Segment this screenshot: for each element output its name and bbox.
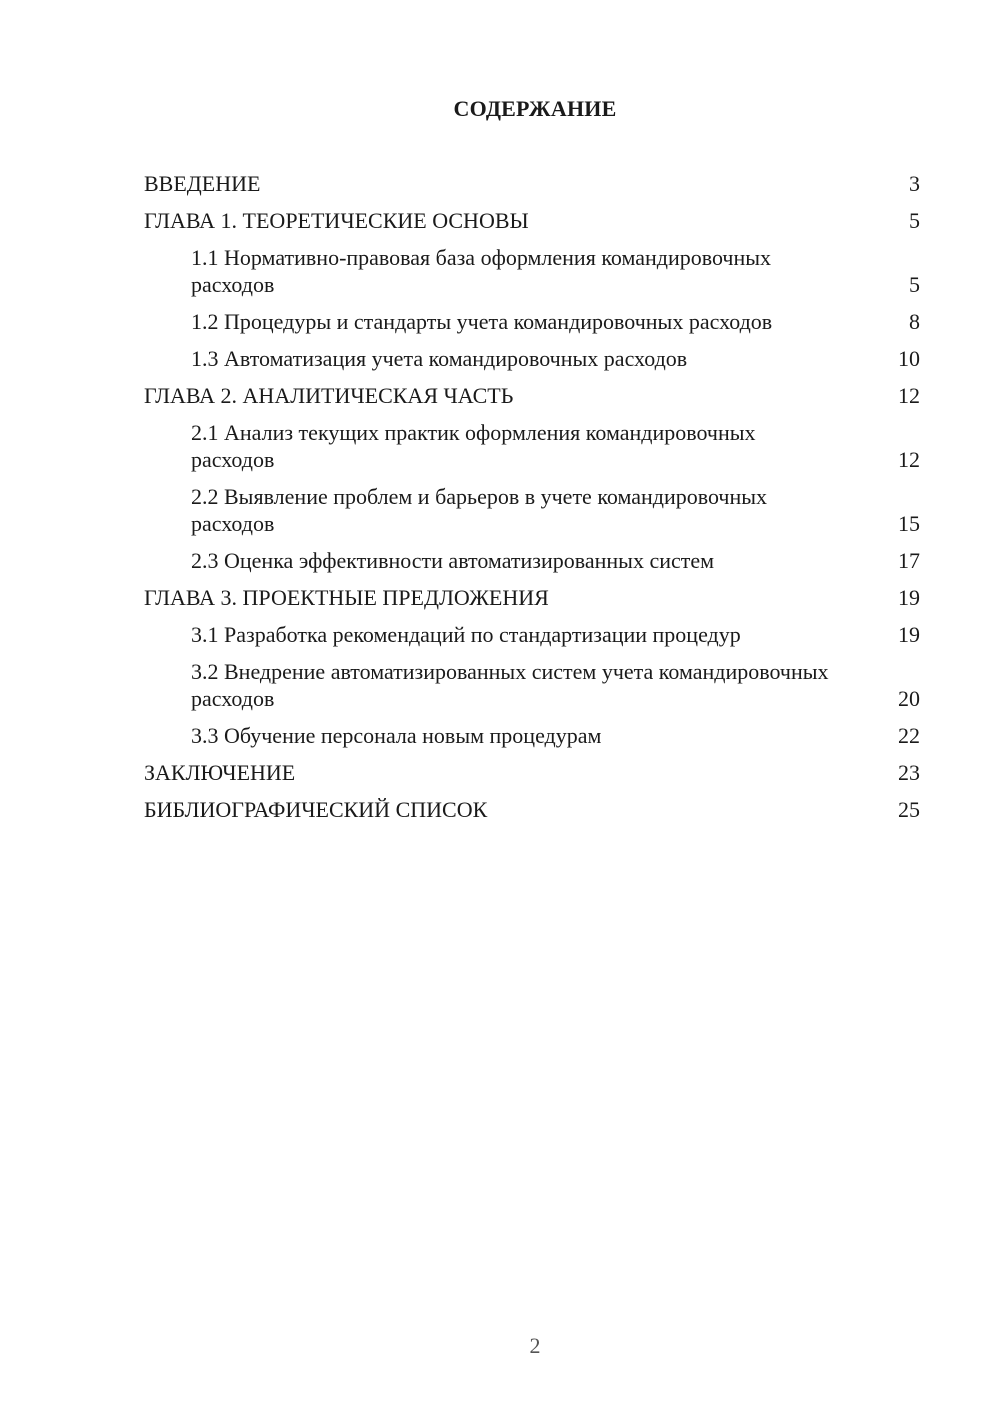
toc-entry-page: 8 — [909, 309, 920, 334]
toc-entry-chapter-2[interactable] — [144, 382, 920, 409]
table-of-contents — [144, 170, 920, 823]
toc-entry-page: 17 — [898, 548, 920, 573]
toc-entry-page: 19 — [898, 622, 920, 647]
page-title: СОДЕРЖАНИЕ — [453, 96, 617, 121]
toc-entry-page: 5 — [909, 208, 920, 233]
toc-entry-page: 12 — [898, 447, 920, 472]
toc-entry-page: 12 — [898, 383, 920, 408]
toc-entry-page: 3 — [909, 171, 920, 196]
toc-entry-title: 2.2 Выявление проблем и барьеров в учете командировочных расходов — [191, 484, 768, 536]
toc-entry-chapter-1[interactable] — [144, 207, 920, 234]
toc-entry-section-2-2[interactable] — [144, 483, 920, 537]
toc-entry-page: 10 — [898, 346, 920, 371]
toc-entry-title: ВВЕДЕНИЕ — [144, 171, 261, 196]
toc-entry-title: 1.1 Нормативно-правовая база оформления командировочных расходов — [191, 245, 772, 297]
toc-entry-title: БИБЛИОГРАФИЧЕСКИЙ СПИСОК — [144, 797, 488, 822]
toc-entry-page: 23 — [898, 760, 920, 785]
toc-entry-page: 19 — [898, 585, 920, 610]
toc-entry-introduction[interactable] — [144, 170, 920, 197]
toc-entry-page: 22 — [898, 723, 920, 748]
toc-entry-title: ГЛАВА 2. АНАЛИТИЧЕСКАЯ ЧАСТЬ — [144, 383, 514, 408]
toc-entry-title: 1.3 Автоматизация учета командировочных расходов — [191, 346, 688, 371]
toc-entry-section-3-1[interactable] — [144, 621, 920, 648]
toc-entry-title: 2.1 Анализ текущих практик оформления командировочных расходов — [191, 420, 756, 472]
toc-entry-conclusion[interactable] — [144, 759, 920, 786]
toc-entry-bibliography[interactable] — [144, 796, 920, 823]
toc-entry-page: 5 — [909, 272, 920, 297]
toc-entry-page: 20 — [898, 686, 920, 711]
toc-entry-section-1-3[interactable] — [144, 345, 920, 372]
toc-entry-section-1-1[interactable] — [144, 244, 920, 298]
toc-entry-title: 2.3 Оценка эффективности автоматизированных систем — [191, 548, 715, 573]
toc-entry-page: 15 — [898, 511, 920, 536]
toc-entry-title: 3.3 Обучение персонала новым процедурам — [191, 723, 602, 748]
page-number: 2 — [529, 1333, 541, 1358]
toc-entry-chapter-3[interactable] — [144, 584, 920, 611]
toc-entry-title: 3.2 Внедрение автоматизированных систем учета командировочных расходов — [191, 659, 829, 711]
toc-entry-section-1-2[interactable] — [144, 308, 920, 335]
toc-entry-title: 1.2 Процедуры и стандарты учета командировочных расходов — [191, 309, 773, 334]
toc-entry-section-3-2[interactable] — [144, 658, 920, 712]
toc-entry-section-3-3[interactable] — [144, 722, 920, 749]
toc-entry-title: ЗАКЛЮЧЕНИЕ — [144, 760, 296, 785]
toc-entry-section-2-1[interactable] — [144, 419, 920, 473]
toc-entry-title: ГЛАВА 3. ПРОЕКТНЫЕ ПРЕДЛОЖЕНИЯ — [144, 585, 549, 610]
toc-entry-page: 25 — [898, 797, 920, 822]
toc-entry-title: ГЛАВА 1. ТЕОРЕТИЧЕСКИЕ ОСНОВЫ — [144, 208, 529, 233]
toc-entry-title: 3.1 Разработка рекомендаций по стандартизации процедур — [191, 622, 741, 647]
toc-entry-section-2-3[interactable] — [144, 547, 920, 574]
